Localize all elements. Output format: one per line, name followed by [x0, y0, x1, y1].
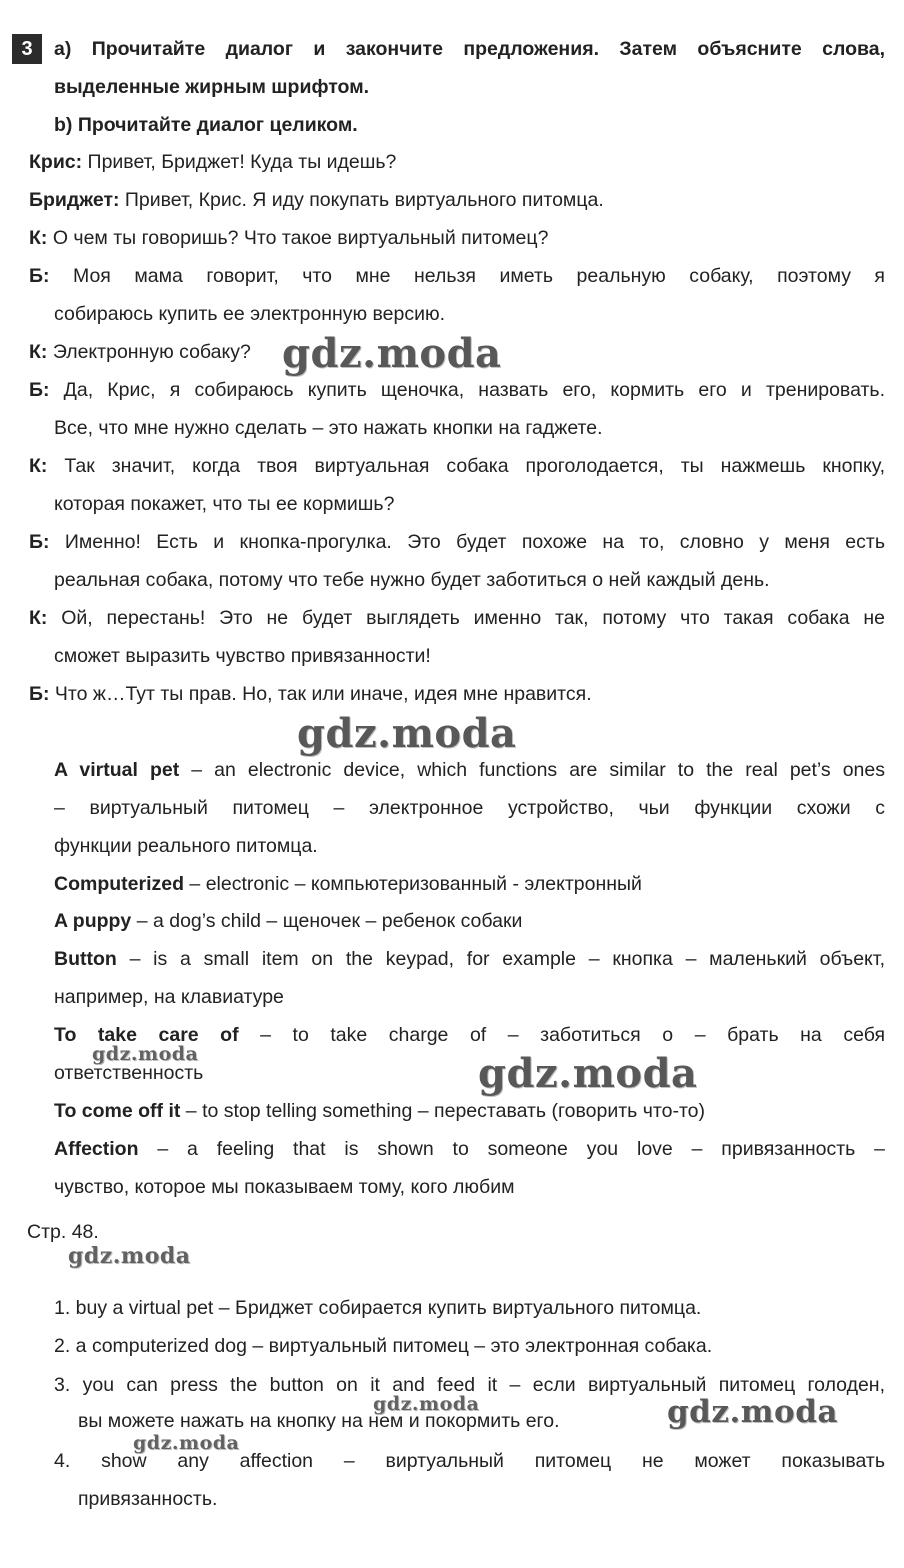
line-text: Что ж…Тут ты прав. Но, так или иначе, идея мне нравится. [49, 683, 592, 705]
watermark: gdz.moda [92, 1043, 199, 1065]
vocab-definition-cont: ответственность [54, 1062, 204, 1084]
dialogue-line [29, 226, 548, 250]
dialogue-line [29, 606, 885, 630]
speaker: Крис: [29, 151, 83, 173]
vocab-definition: – an electronic device, which functions are similar to the real pet’s ones [179, 759, 885, 781]
vocab-definition-cont: функции реального питомца. [54, 835, 318, 857]
instruction-part-a-cont: выделенные жирным шрифтом. [54, 76, 370, 98]
line-text: Ой, перестань! Это не будет выглядеть именно так, потому что такая собака не [47, 607, 885, 629]
watermark: gdz.moda [68, 1243, 191, 1269]
dialogue-line-cont: сможет выразить чувство привязанности! [54, 645, 431, 667]
speaker: Б: [29, 379, 50, 401]
watermark: gdz.moda [667, 1394, 838, 1430]
instruction-part-b: b) Прочитайте диалог целиком. [54, 114, 358, 136]
vocab-entry [54, 758, 885, 782]
exercise-number-badge: 3 [12, 34, 42, 64]
vocab-definition: – a dog’s child – щеночек – ребенок собаки [131, 910, 523, 932]
answer-item: 1. buy a virtual pet – Бриджет собирается купить виртуального питомца. [54, 1297, 702, 1319]
vocab-definition: – to take charge of – заботиться о – брать на себя [238, 1024, 885, 1046]
vocab-definition-cont: – виртуальный питомец – электронное устройство, чьи функции схожи с [54, 797, 885, 819]
watermark: gdz.moda [297, 710, 517, 757]
line-text: О чем ты говоришь? Что такое виртуальный питомец? [47, 227, 549, 249]
dialogue-line-cont: которая покажет, что ты ее кормишь? [54, 493, 395, 515]
vocab-definition-cont: например, на клавиатуре [54, 986, 284, 1008]
speaker: Б: [29, 265, 50, 287]
vocab-entry [54, 947, 885, 971]
watermark: gdz.moda [133, 1432, 240, 1454]
speaker: Б: [29, 531, 50, 553]
answer-item: 2. a computerized dog – виртуальный питомец – это электронная собака. [54, 1335, 713, 1357]
vocab-term: To come off it [54, 1100, 181, 1122]
vocab-entry [54, 1099, 705, 1123]
page-reference: Стр. 48. [27, 1221, 99, 1243]
vocab-term: Button [54, 948, 117, 970]
line-text: Привет, Крис. Я иду покупать виртуального питомца. [119, 189, 604, 211]
dialogue-line-cont: реальная собака, потому что тебе нужно будет заботиться о ней каждый день. [54, 569, 770, 591]
vocab-term: A virtual pet [54, 759, 180, 781]
dialogue-line [29, 454, 885, 478]
line-text: Именно! Есть и кнопка-прогулка. Это будет похоже на то, словно у меня есть [49, 531, 885, 553]
watermark: gdz.moda [282, 330, 502, 377]
vocab-term: Computerized [54, 873, 185, 895]
speaker: Бриджет: [29, 189, 120, 211]
watermark: gdz.moda [478, 1050, 698, 1097]
answer-item-cont: привязанность. [78, 1488, 218, 1510]
vocab-term: To take care of [54, 1024, 239, 1046]
dialogue-line [29, 682, 592, 706]
vocab-definition: – is a small item on the keypad, for example – кнопка – маленький объект, [116, 948, 885, 970]
line-text: Да, Крис, я собираюсь купить щеночка, назвать его, кормить его и тренировать. [49, 379, 885, 401]
line-text: Привет, Бриджет! Куда ты идешь? [82, 151, 397, 173]
dialogue-line [29, 530, 885, 554]
instruction-part-a: a) Прочитайте диалог и закончите предложения. Затем объясните слова, [54, 38, 885, 60]
dialogue-line-cont: собираюсь купить ее электронную версию. [54, 303, 446, 325]
dialogue-line [29, 188, 604, 212]
vocab-term: A puppy [54, 910, 132, 932]
dialogue-line [29, 378, 885, 402]
answer-item-cont: вы можете нажать на кнопку на нем и покормить его. [78, 1410, 560, 1432]
speaker: Б: [29, 683, 50, 705]
answer-item: 3. you can press the button on it and feed it – если виртуальный питомец голоден, [54, 1374, 885, 1396]
line-text: Так значит, когда твоя виртуальная собака проголодается, ты нажмешь кнопку, [47, 455, 885, 477]
answer-item: 4. show any affection – виртуальный питомец не может показывать [54, 1450, 885, 1472]
dialogue-line [29, 264, 885, 288]
speaker: К: [29, 341, 48, 363]
dialogue-line-cont: Все, что мне нужно сделать – это нажать кнопки на гаджете. [54, 417, 603, 439]
vocab-entry [54, 872, 642, 896]
line-text: Моя мама говорит, что мне нельзя иметь реальную собаку, поэтому я [49, 265, 885, 287]
line-text: Электронную собаку? [47, 341, 251, 363]
vocab-definition: – to stop telling something – переставать (говорить что-то) [180, 1100, 706, 1122]
dialogue-line [29, 150, 396, 174]
vocab-definition-cont: чувство, которое мы показываем тому, кого любим [54, 1176, 515, 1198]
watermark: gdz.moda [373, 1393, 480, 1415]
vocab-term: Affection [54, 1138, 139, 1160]
vocab-definition: – electronic – компьютеризованный - электронный [184, 873, 642, 895]
dialogue-line [29, 340, 251, 364]
vocab-definition: – a feeling that is shown to someone you love – привязанность – [138, 1138, 885, 1160]
speaker: К: [29, 227, 48, 249]
vocab-entry [54, 909, 522, 933]
speaker: К: [29, 607, 48, 629]
speaker: К: [29, 455, 48, 477]
vocab-entry [54, 1137, 885, 1161]
